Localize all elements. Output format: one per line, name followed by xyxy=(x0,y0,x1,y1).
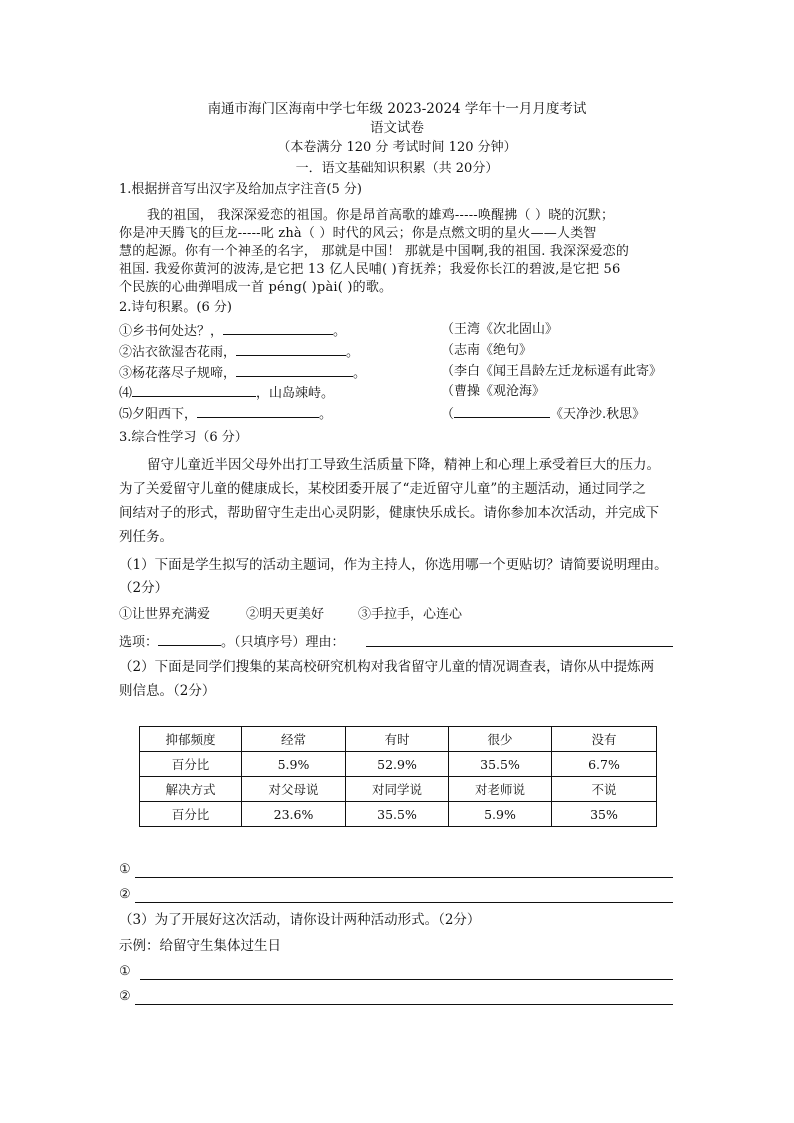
poem-item-1-post: 。 xyxy=(333,324,347,339)
sub2-blank-2-marker: ② xyxy=(119,887,131,902)
poem-source-5-pre: （ xyxy=(441,407,455,422)
table-cell: 百分比 xyxy=(140,802,242,827)
sub2-question: （2）下面是同学们搜集的某高校研究机构对我省留守儿童的情况调查表，请你从中提炼两 xyxy=(119,659,655,675)
table-cell: 35.5% xyxy=(346,802,449,827)
q1-line-1: 我的祖国， 我深深爱恋的祖国。你是昂首高歌的雄鸡-----唤醒拂（ ）晓的沉默； xyxy=(147,208,615,223)
poem-source-2: （志南《绝句》 xyxy=(441,343,533,358)
survey-table xyxy=(139,726,657,827)
q1-line-2: 你是冲天腾飞的巨龙-----叱 zhà（ ）时代的风云；你是点燃文明的星火——人类智 xyxy=(119,226,597,241)
poem-blank-4[interactable] xyxy=(132,384,256,397)
poem-item-5 xyxy=(119,405,332,423)
q3-heading: 3.综合性学习（6 分） xyxy=(119,430,248,445)
poem-item-5-pre: ⑸夕阳西下， xyxy=(119,407,198,422)
q1-heading: 1.根据拼音写出汉字及给加点字注音(5 分) xyxy=(119,182,362,197)
sub3-blank-1-marker: ① xyxy=(119,964,131,979)
table-cell: 对父母说 xyxy=(242,777,346,802)
poem-item-2 xyxy=(119,343,359,361)
sub3-question: （3）为了开展好这次活动，请你设计两种活动形式。（2分） xyxy=(119,912,481,928)
sub2-blank-1-marker: ① xyxy=(119,862,131,877)
table-cell: 6.7% xyxy=(552,752,657,777)
poem-blank-2[interactable] xyxy=(236,343,346,356)
sub1-reason-blank[interactable] xyxy=(366,646,673,647)
poem-source-5-text: 《天净沙.秋思》 xyxy=(550,407,646,422)
poem-item-1-pre: ①乡书何处达？， xyxy=(119,324,224,339)
q1-line-5: 个民族的心曲弹唱成一首 péng( )pài( )的歌。 xyxy=(119,280,393,295)
table-cell: 对老师说 xyxy=(449,777,552,802)
q3-intro-3: 间结对子的形式，帮助留守生走出心灵阴影，健康快乐成长。请你参加本次活动，并完成下 xyxy=(119,505,659,521)
poem-item-4 xyxy=(119,384,334,402)
sub3-answer-line-1[interactable] xyxy=(140,979,673,980)
q3-intro-1: 留守儿童近半因父母外出打工导致生活质量下降，精神上和心理上承受着巨大的压力。 xyxy=(147,457,660,473)
table-cell: 5.9% xyxy=(242,752,346,777)
poem-author-blank[interactable] xyxy=(454,405,550,418)
poem-item-1 xyxy=(119,322,346,340)
q3-intro-2: 为了关爱留守儿童的健康成长，某校团委开展了“走近留守儿童”的主题活动，通过同学之 xyxy=(119,481,646,497)
table-cell: 有时 xyxy=(346,727,449,752)
table-cell: 对同学说 xyxy=(346,777,449,802)
sub1-choice-blank[interactable] xyxy=(158,633,221,646)
sub3-blank-2-marker: ② xyxy=(119,989,131,1004)
poem-item-2-pre: ②沾衣欲湿杏花雨， xyxy=(119,345,237,360)
table-cell: 52.9% xyxy=(346,752,449,777)
poem-blank-1[interactable] xyxy=(223,322,333,335)
sub3-example: 示例：给留守生集体过生日 xyxy=(119,938,281,954)
poem-source-4: （曹操《观沧海》 xyxy=(441,384,546,399)
poem-item-2-post: 。 xyxy=(346,345,360,360)
sub1-choice-label: 选项： xyxy=(119,635,159,650)
table-row xyxy=(140,802,657,827)
table-cell: 经常 xyxy=(242,727,346,752)
table-row xyxy=(140,727,657,752)
table-cell: 23.6% xyxy=(242,802,346,827)
table-cell: 解决方式 xyxy=(140,777,242,802)
table-cell: 不说 xyxy=(552,777,657,802)
table-row xyxy=(140,777,657,802)
sub1-option-1: ①让世界充满爱 xyxy=(119,607,211,622)
table-cell: 没有 xyxy=(552,727,657,752)
sub1-option-2: ②明天更美好 xyxy=(246,607,325,622)
poem-item-4-pre: ⑷ xyxy=(119,386,133,401)
sub2-answer-line-2[interactable] xyxy=(135,902,673,903)
sub2-answer-line-1[interactable] xyxy=(135,877,673,878)
exam-info: （本卷满分 120 分 考试时间 120 分钟） xyxy=(277,140,517,155)
q1-line-3: 慧的起源。你有一个神圣的名字， 那就是中国！ 那就是中国啊,我的祖国. 我深深爱恋的 xyxy=(119,244,630,259)
poem-item-5-post: 。 xyxy=(319,407,333,422)
poem-blank-5[interactable] xyxy=(197,405,319,418)
sub3-answer-line-2[interactable] xyxy=(135,1004,673,1005)
poem-source-5 xyxy=(441,405,645,423)
table-cell: 35% xyxy=(552,802,657,827)
poem-source-3: （李白《闻王昌龄左迁龙标遥有此寄》 xyxy=(441,364,663,379)
poem-source-1: （王湾《次北固山》 xyxy=(441,322,559,337)
q1-line-4: 祖国. 我爱你黄河的波涛,是它把 13 亿人民哺( )育抚养；我爱你长江的碧波,是它把 56 xyxy=(119,262,621,277)
poem-item-4-post: ，山岛竦峙。 xyxy=(256,386,335,401)
table-cell: 抑郁频度 xyxy=(140,727,242,752)
q2-heading: 2.诗句积累。(6 分) xyxy=(119,300,232,315)
sub2-question-2: 则信息。（2分） xyxy=(119,683,216,699)
table-cell: 35.5% xyxy=(449,752,552,777)
sub1-question: （1）下面是学生拟写的活动主题词，作为主持人，你选用哪一个更贴切？请简要说明理由。 xyxy=(119,557,668,573)
poem-item-3-pre: ③杨花落尽子规啼， xyxy=(119,366,237,381)
exam-subtitle: 语文试卷 xyxy=(370,120,424,136)
table-cell: 5.9% xyxy=(449,802,552,827)
sub1-option-3: ③手拉手，心连心 xyxy=(358,607,463,622)
table-cell: 很少 xyxy=(449,727,552,752)
sub1-points: （2分） xyxy=(119,580,169,596)
sub1-reason-label: 。（只填序号）理由： xyxy=(221,635,345,650)
poem-blank-3[interactable] xyxy=(236,364,353,377)
poem-item-3-post: 。 xyxy=(353,366,367,381)
section-one-heading: 一．语文基础知识积累（共 20分） xyxy=(295,161,499,176)
q3-intro-4: 列任务。 xyxy=(119,529,173,545)
table-cell: 百分比 xyxy=(140,752,242,777)
table-row xyxy=(140,752,657,777)
sub1-answer-row xyxy=(119,633,345,651)
poem-item-3 xyxy=(119,364,366,382)
exam-title: 南通市海门区海南中学七年级 2023-2024 学年十一月月度考试 xyxy=(207,101,587,117)
